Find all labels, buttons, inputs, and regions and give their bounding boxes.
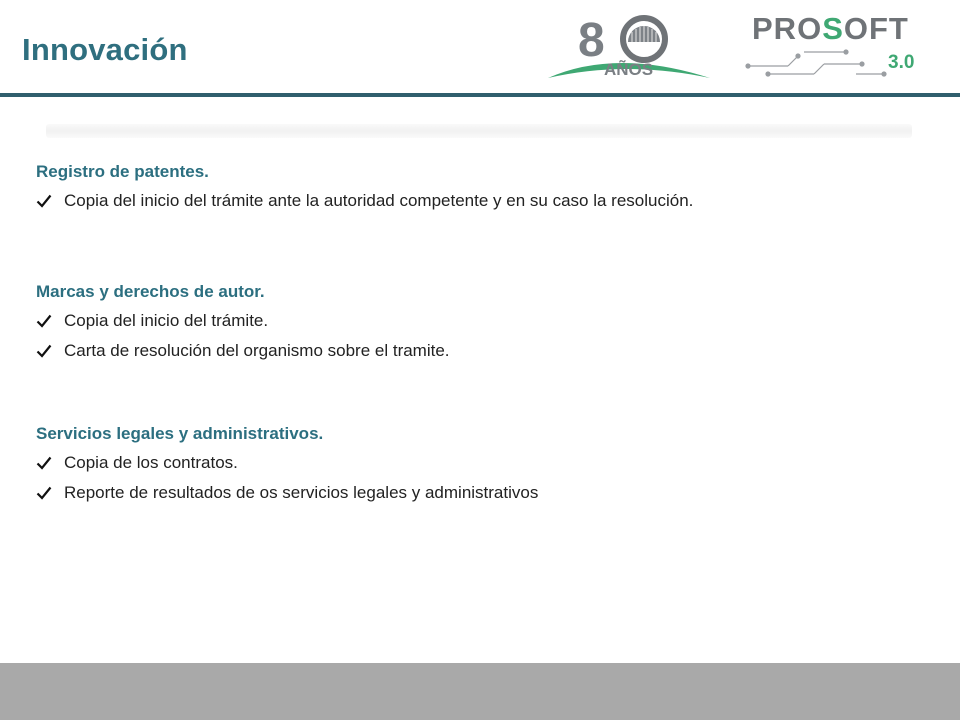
item-text: Copia de los contratos. (64, 453, 238, 472)
section-title: Registro de patentes. (36, 162, 209, 181)
anniversary-label: AÑOS (604, 60, 654, 79)
section-patentes (36, 158, 936, 278)
list-item (36, 186, 936, 216)
list-item (36, 306, 936, 336)
item-text: Carta de resolución del organismo sobre el tramite. (64, 341, 450, 360)
list-item (36, 448, 936, 478)
checkmark-icon (36, 344, 64, 358)
header-divider (0, 93, 960, 97)
list-item (36, 336, 936, 366)
checkmark-icon (36, 486, 64, 500)
slide-title: Innovación (22, 32, 188, 67)
footer-bar (0, 663, 960, 720)
item-text: Reporte de resultados de os servicios legales y administrativos (64, 483, 539, 502)
list-item (36, 478, 936, 508)
checkmark-icon (36, 456, 64, 470)
slide-content (36, 158, 936, 508)
section-marcas (36, 278, 936, 420)
svg-text:8: 8 (578, 14, 605, 67)
prosoft-version: 3.0 (888, 52, 915, 73)
section-title: Servicios legales y administrativos. (36, 424, 324, 443)
anniversary-80-logo (546, 12, 712, 82)
section-servicios (36, 420, 936, 508)
item-text: Copia del inicio del trámite ante la autoridad competente y en su caso la resolución. (64, 191, 694, 210)
checkmark-icon (36, 314, 64, 328)
checkmark-icon (36, 194, 64, 208)
section-title: Marcas y derechos de autor. (36, 282, 265, 301)
svg-text:PROSOFT: PROSOFT (752, 11, 909, 46)
prosoft-logo (744, 8, 940, 80)
item-text: Copia del inicio del trámite. (64, 311, 269, 330)
decorative-band (46, 124, 912, 138)
